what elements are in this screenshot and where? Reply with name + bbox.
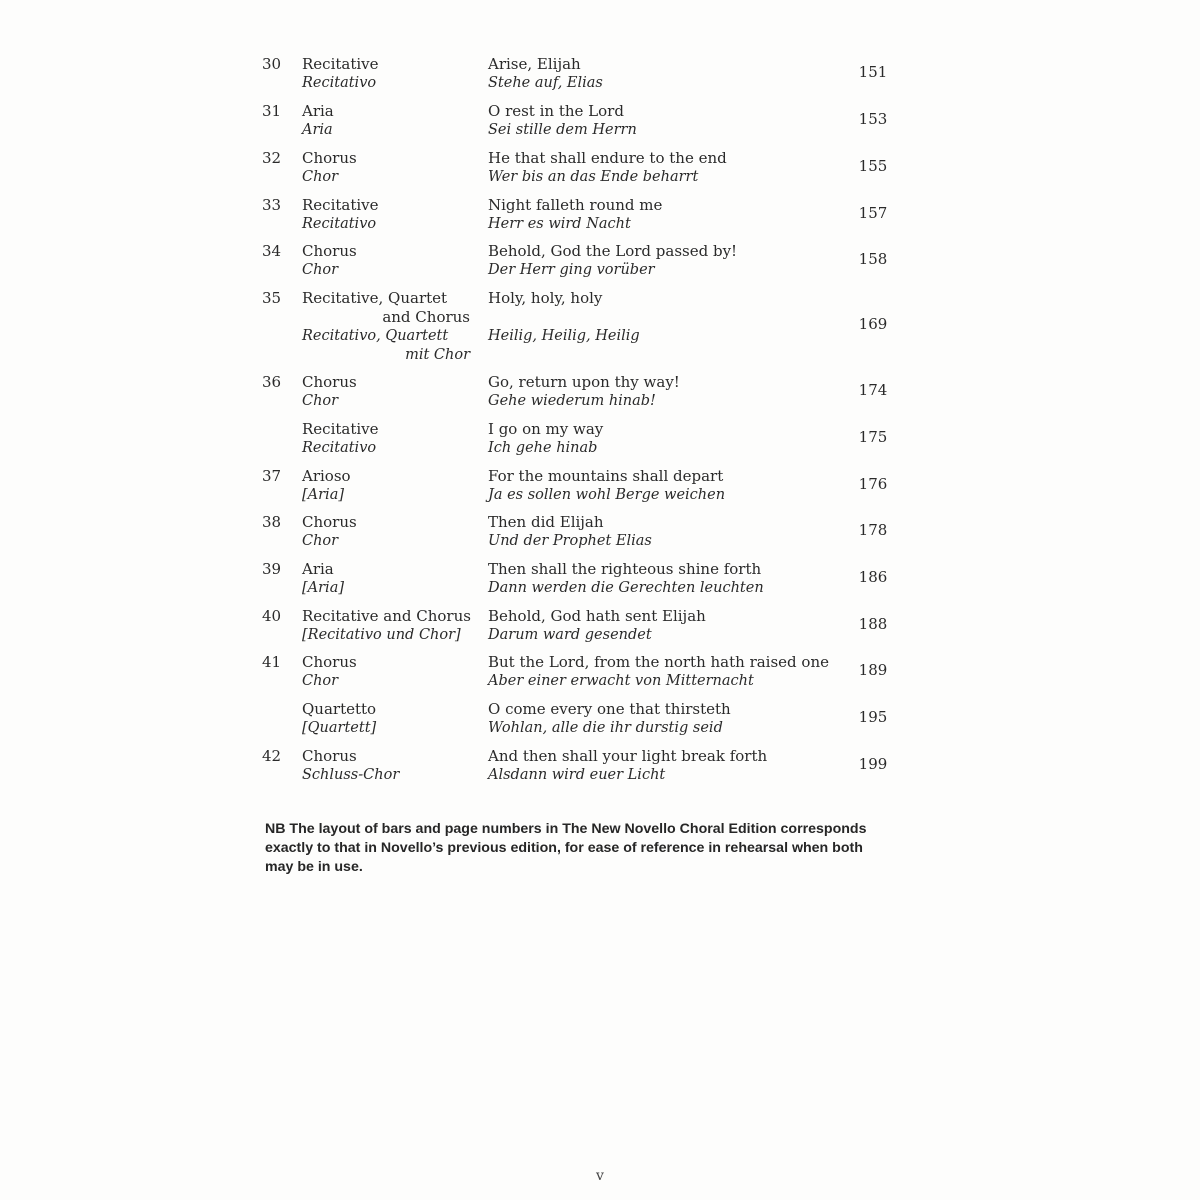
- form-german: [Quartett]: [302, 720, 377, 736]
- entry-page-number: 157: [858, 204, 888, 222]
- entry-form: [302, 149, 502, 187]
- form-english: Chorus: [302, 747, 357, 765]
- page-folio: v: [596, 1168, 604, 1184]
- form-german: Schluss-Chor: [302, 767, 400, 783]
- entry-form: [302, 653, 502, 691]
- entry-page-number: 169: [858, 315, 888, 333]
- entry-form: [302, 102, 502, 140]
- title-german: Und der Prophet Elias: [488, 533, 652, 549]
- form-german: Chor: [302, 393, 339, 409]
- form-english: Recitative: [302, 420, 379, 438]
- entry-number: 36: [262, 373, 282, 391]
- entry-form: [302, 420, 502, 458]
- entry-title: [488, 55, 868, 93]
- entry-number: 41: [262, 653, 282, 671]
- entry-title: [488, 513, 868, 551]
- entry-page-number: 175: [858, 428, 888, 446]
- entry-number: 32: [262, 149, 282, 167]
- form-english: Recitative and Chorus: [302, 607, 471, 625]
- entry-number: 37: [262, 467, 282, 485]
- form-german: Recitativo: [302, 216, 377, 232]
- entry-page-number: 151: [858, 63, 888, 81]
- title-english: Then shall the righteous shine forth: [488, 560, 762, 578]
- form-german: [Aria]: [302, 580, 344, 596]
- form-german: Aria: [302, 122, 333, 138]
- entry-page-number: 174: [858, 381, 888, 399]
- title-english: Holy, holy, holy: [488, 289, 603, 307]
- entry-form: [302, 289, 502, 365]
- entry-title: [488, 149, 868, 187]
- entry-number: 40: [262, 607, 282, 625]
- title-english: O come every one that thirsteth: [488, 700, 731, 718]
- title-english: Behold, God the Lord passed by!: [488, 242, 738, 260]
- entry-page-number: 189: [858, 661, 888, 679]
- entry-title: [488, 420, 868, 458]
- entry-number: 31: [262, 102, 282, 120]
- title-english: I go on my way: [488, 420, 604, 438]
- title-german: Ich gehe hinab: [488, 440, 598, 456]
- entry-form: [302, 513, 502, 551]
- title-english: Behold, God hath sent Elijah: [488, 607, 706, 625]
- entry-title: [488, 700, 868, 738]
- form-english: Chorus: [302, 149, 357, 167]
- entry-title: [488, 289, 868, 346]
- entry-title: [488, 102, 868, 140]
- entry-page-number: 199: [858, 755, 888, 773]
- title-german: Wer bis an das Ende beharrt: [488, 169, 699, 185]
- form-german: Chor: [302, 533, 339, 549]
- title-german: Darum ward gesendet: [488, 627, 652, 643]
- entry-form: [302, 560, 502, 598]
- entry-page-number: 186: [858, 568, 888, 586]
- title-german: Herr es wird Nacht: [488, 216, 631, 232]
- entry-number: 33: [262, 196, 282, 214]
- title-english: Arise, Elijah: [488, 55, 581, 73]
- form-english: Recitative: [302, 196, 379, 214]
- entry-number: 35: [262, 289, 282, 307]
- form-english: Quartetto: [302, 700, 377, 718]
- entry-page-number: 153: [858, 110, 888, 128]
- title-german: Ja es sollen wohl Berge weichen: [488, 487, 726, 503]
- form-english: Chorus: [302, 373, 357, 391]
- title-english: Night falleth round me: [488, 196, 663, 214]
- entry-number: 34: [262, 242, 282, 260]
- form-german: [Recitativo und Chor]: [302, 627, 461, 643]
- form-english: Aria: [302, 102, 334, 120]
- entry-number: 38: [262, 513, 282, 531]
- form-english: Arioso: [302, 467, 351, 485]
- form-german-continued: mit Chor: [405, 347, 470, 363]
- form-german: Recitativo: [302, 75, 377, 91]
- entry-page-number: 178: [858, 521, 888, 539]
- title-german: Stehe auf, Elias: [488, 75, 603, 91]
- entry-page-number: 188: [858, 615, 888, 633]
- entry-title: [488, 467, 868, 505]
- entry-form: [302, 747, 502, 785]
- entry-form: [302, 607, 502, 645]
- entry-title: [488, 747, 868, 785]
- form-german: Recitativo, Quartett: [302, 328, 449, 344]
- entry-form: [302, 55, 502, 93]
- editorial-note: NB The layout of bars and page numbers in The New Novello Choral Edition corresponds exactly to that in Novello’s previous edition, for ease of reference in rehearsal when both may be in use.: [265, 821, 867, 875]
- form-english: Chorus: [302, 513, 357, 531]
- entry-title: [488, 607, 868, 645]
- entry-title: [488, 196, 868, 234]
- entry-form: [302, 196, 502, 234]
- entry-form: [302, 700, 502, 738]
- form-english: Chorus: [302, 653, 357, 671]
- entry-number: 42: [262, 747, 282, 765]
- title-german: Der Herr ging vorüber: [488, 262, 655, 278]
- form-english: Chorus: [302, 242, 357, 260]
- form-english: Recitative, Quartet: [302, 289, 448, 307]
- entry-number: 39: [262, 560, 282, 578]
- form-german: [Aria]: [302, 487, 344, 503]
- title-german: Gehe wiederum hinab!: [488, 393, 656, 409]
- title-german: Aber einer erwacht von Mitternacht: [488, 673, 754, 689]
- title-german: Wohlan, alle die ihr durstig seid: [488, 720, 723, 736]
- entry-title: [488, 242, 868, 280]
- title-english: He that shall endure to the end: [488, 149, 727, 167]
- entry-page-number: 155: [858, 157, 888, 175]
- entry-number: 30: [262, 55, 282, 73]
- entry-title: [488, 373, 868, 411]
- entry-title: [488, 653, 868, 691]
- form-english-continued: and Chorus: [382, 308, 470, 326]
- title-english: But the Lord, from the north hath raised one: [488, 653, 829, 671]
- entry-form: [302, 242, 502, 280]
- title-german: Sei stille dem Herrn: [488, 122, 637, 138]
- form-german: Chor: [302, 169, 339, 185]
- form-german: Chor: [302, 262, 339, 278]
- title-english: And then shall your light break forth: [488, 747, 768, 765]
- title-english: O rest in the Lord: [488, 102, 624, 120]
- title-german: Dann werden die Gerechten leuchten: [488, 580, 764, 596]
- entry-page-number: 195: [858, 708, 888, 726]
- title-english: For the mountains shall depart: [488, 467, 724, 485]
- title-english: Then did Elijah: [488, 513, 604, 531]
- entry-form: [302, 467, 502, 505]
- form-english: Aria: [302, 560, 334, 578]
- entry-form: [302, 373, 502, 411]
- entry-page-number: 176: [858, 475, 888, 493]
- title-german: Alsdann wird euer Licht: [488, 767, 666, 783]
- entry-title: [488, 560, 868, 598]
- entry-page-number: 158: [858, 250, 888, 268]
- title-english: Go, return upon thy way!: [488, 373, 680, 391]
- form-german: Recitativo: [302, 440, 377, 456]
- form-german: Chor: [302, 673, 339, 689]
- title-german: Heilig, Heilig, Heilig: [488, 328, 640, 344]
- form-english: Recitative: [302, 55, 379, 73]
